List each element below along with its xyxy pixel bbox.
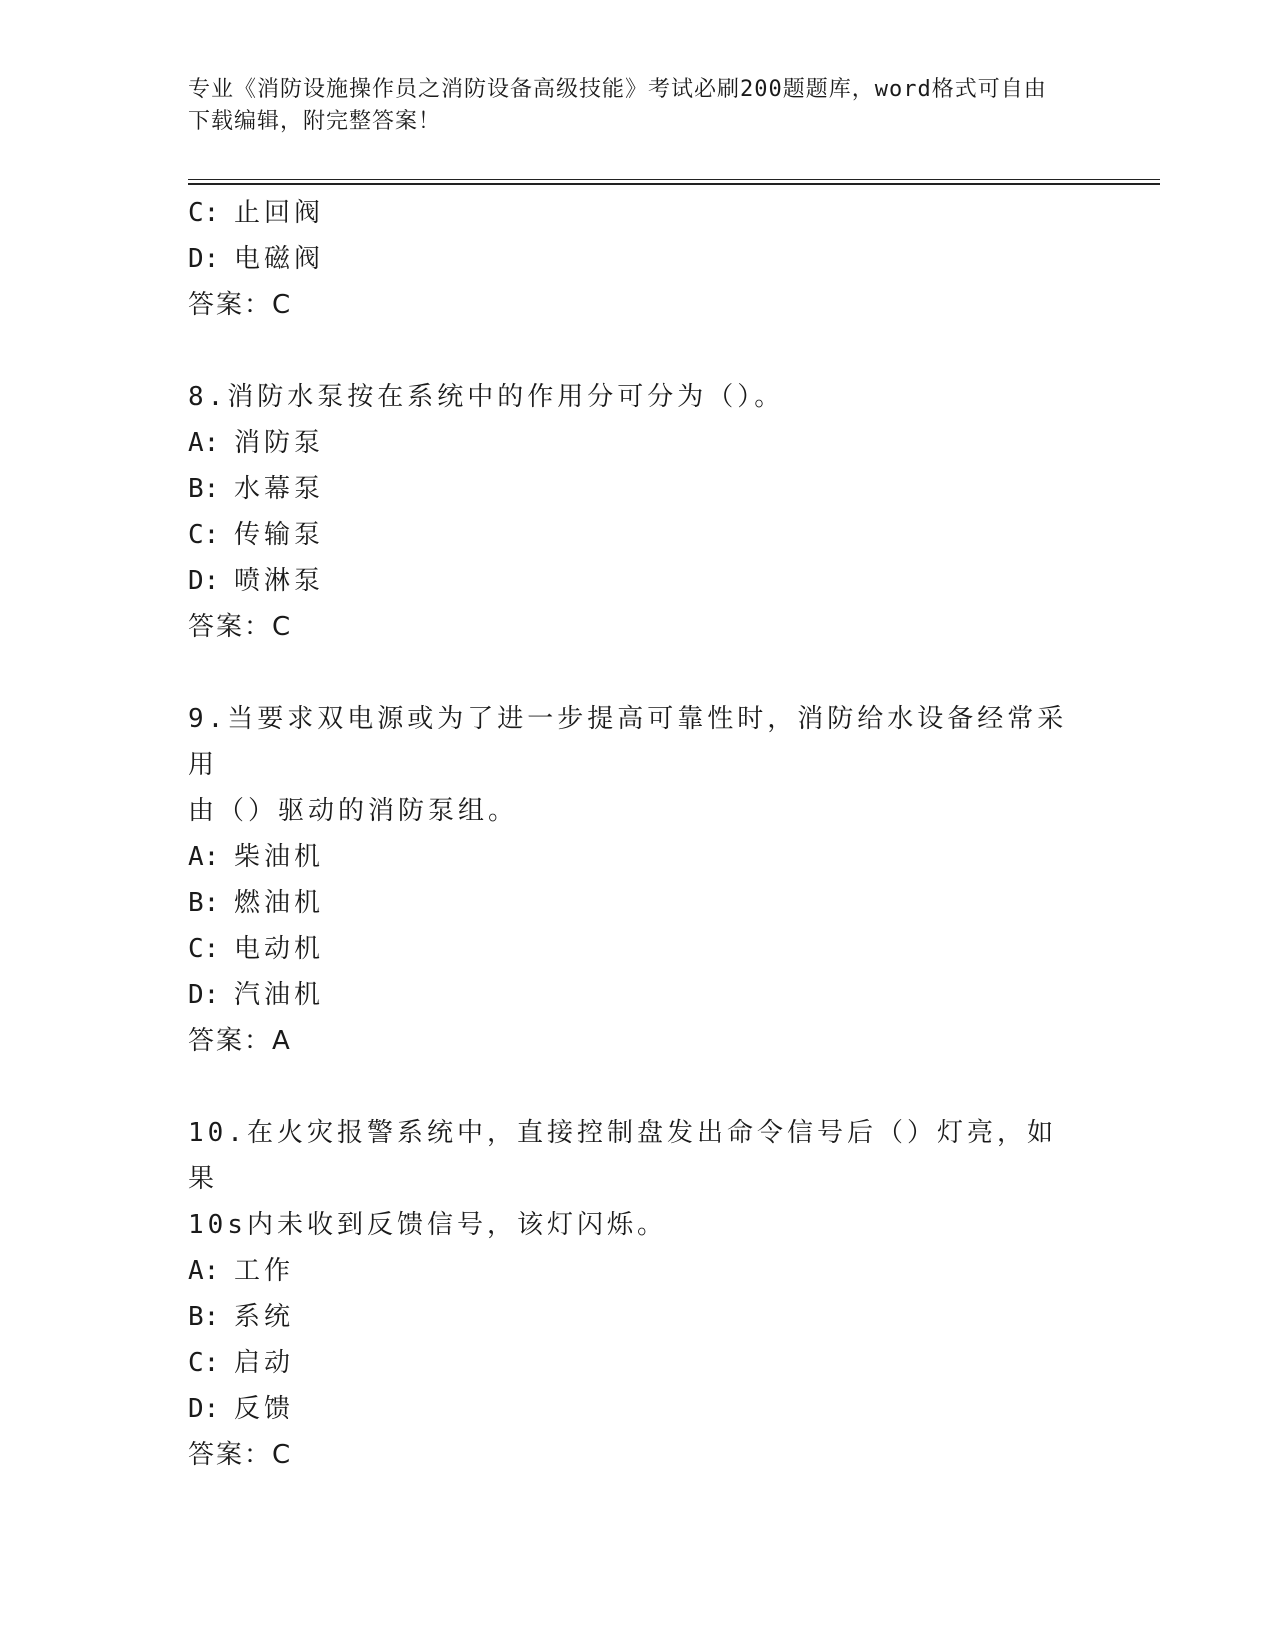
option-c [188, 190, 1088, 236]
header-divider-thin [188, 179, 1160, 180]
question-8 [188, 374, 1088, 650]
question-line-2: 由（）驱动的消防泵组。 [188, 796, 519, 826]
option-a [188, 1248, 1088, 1294]
option-label: B: [188, 474, 220, 504]
answer-line: 答案：C [188, 612, 293, 642]
option-text: 传输泵 [234, 520, 325, 550]
option-d [188, 1386, 1088, 1432]
option-label: D: [188, 566, 220, 596]
option-text: 燃油机 [234, 888, 325, 918]
option-label: B: [188, 888, 220, 918]
option-label: A: [188, 428, 220, 458]
option-b [188, 1294, 1088, 1340]
option-d [188, 972, 1088, 1018]
option-text: 工作 [234, 1256, 295, 1286]
option-d [188, 558, 1088, 604]
option-text: 反馈 [234, 1394, 295, 1424]
option-text: 启动 [234, 1348, 295, 1378]
option-c [188, 512, 1088, 558]
question-line-2: 10s内未收到反馈信号，该灯闪烁。 [188, 1210, 667, 1240]
prev-question-tail [188, 190, 1088, 328]
option-label: D: [188, 980, 220, 1010]
question-10 [188, 1110, 1088, 1478]
option-text: 汽油机 [234, 980, 325, 1010]
option-text: 柴油机 [234, 842, 325, 872]
option-label: C: [188, 1348, 220, 1378]
option-b [188, 466, 1088, 512]
question-text [188, 696, 1068, 834]
option-label: C: [188, 198, 220, 228]
question-text [188, 374, 1068, 420]
option-label: A: [188, 842, 220, 872]
document-header: 专业《消防设施操作员之消防设备高级技能》考试必刷200题题库，word格式可自由下载编辑，附完整答案！ [188, 77, 1047, 134]
option-text: 止回阀 [234, 198, 325, 228]
answer-line: 答案：C [188, 1440, 293, 1470]
question-line-1: 9.当要求双电源或为了进一步提高可靠性时，消防给水设备经常采用 [188, 704, 1068, 780]
answer-line: 答案：C [188, 290, 293, 320]
option-label: A: [188, 1256, 220, 1286]
question-content [188, 190, 1088, 1478]
option-text: 电动机 [234, 934, 325, 964]
question-text [188, 1110, 1068, 1248]
question-9 [188, 696, 1088, 1064]
option-a [188, 420, 1088, 466]
option-label: C: [188, 934, 220, 964]
option-text: 电磁阀 [234, 244, 325, 274]
question-line-1: 8.消防水泵按在系统中的作用分可分为（）。 [188, 382, 785, 412]
option-a [188, 834, 1088, 880]
question-line-1: 10.在火灾报警系统中，直接控制盘发出命令信号后（）灯亮，如果 [188, 1118, 1057, 1194]
option-label: C: [188, 520, 220, 550]
option-label: D: [188, 1394, 220, 1424]
option-c [188, 926, 1088, 972]
option-text: 消防泵 [234, 428, 325, 458]
option-label: D: [188, 244, 220, 274]
header-divider-thick [188, 183, 1160, 185]
option-text: 系统 [234, 1302, 295, 1332]
option-text: 水幕泵 [234, 474, 325, 504]
option-c [188, 1340, 1088, 1386]
answer-line: 答案：A [188, 1026, 292, 1056]
option-d [188, 236, 1088, 282]
option-text: 喷淋泵 [234, 566, 325, 596]
option-label: B: [188, 1302, 220, 1332]
option-b [188, 880, 1088, 926]
